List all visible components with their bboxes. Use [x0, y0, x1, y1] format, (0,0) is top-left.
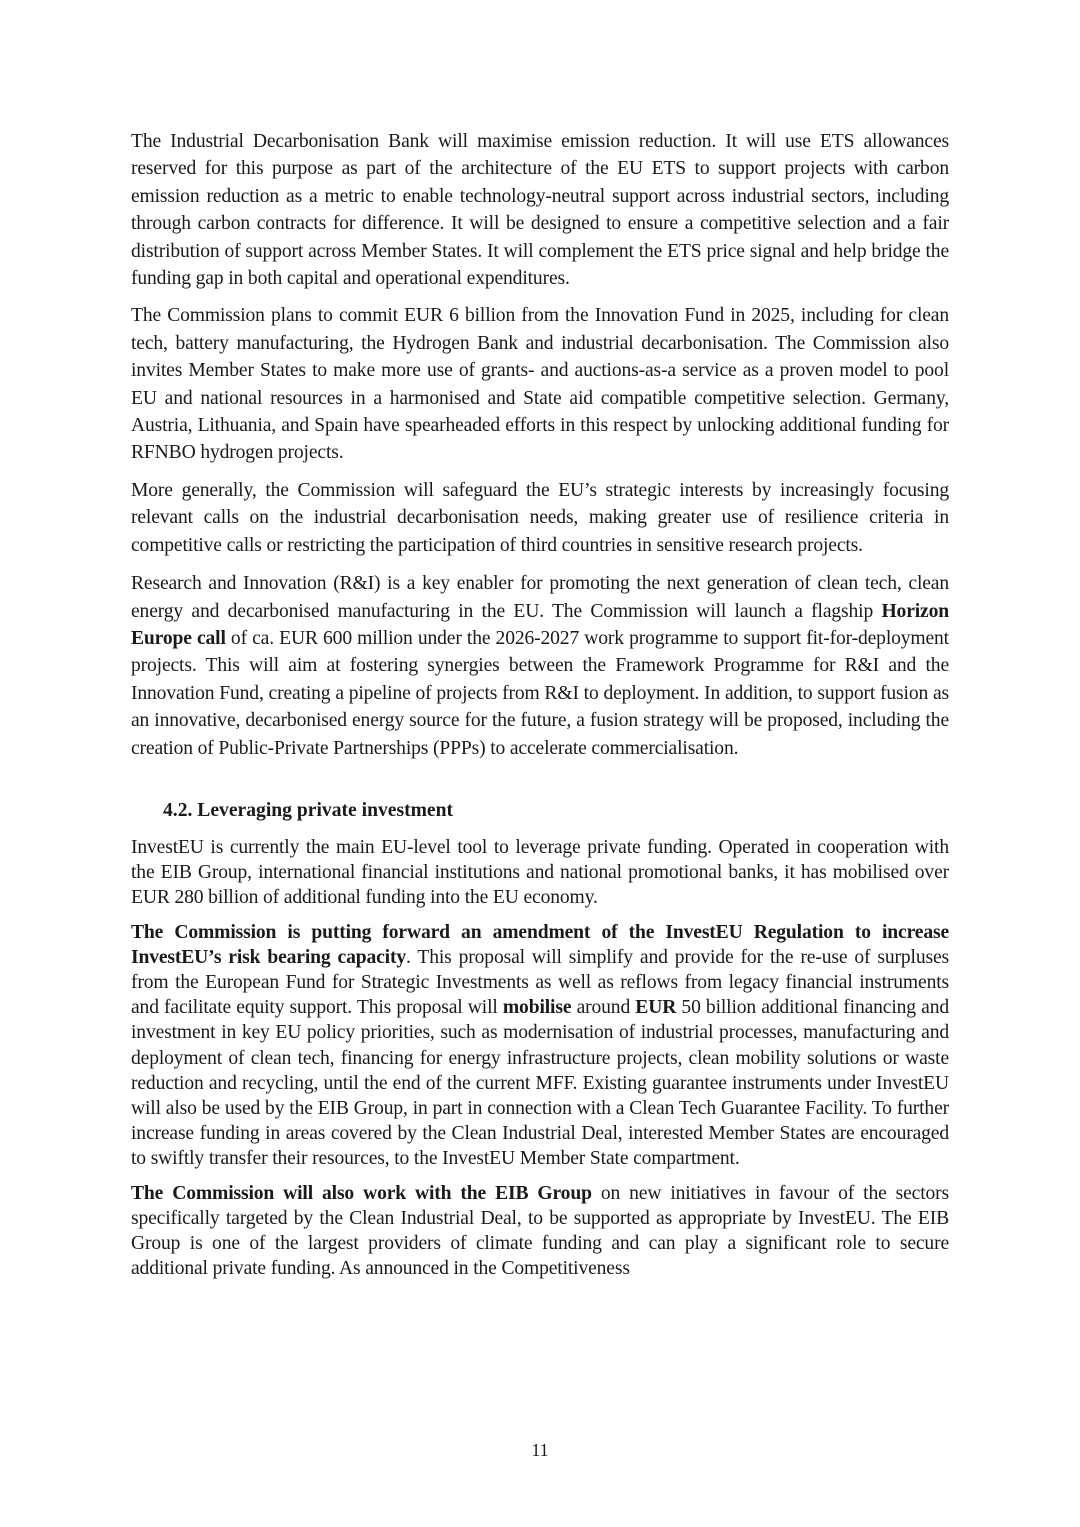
section-innovation-funding	[131, 128, 949, 762]
text-run: 50 billion additional financing and investment in key EU policy priorities, such as modernisation of industrial processes, manufacturing and deployment of clean tech, financing for energy infrastructure projects, clean mobility solutions or waste reduction and recycling, until the end of the current MFF. Existing guarantee instruments under InvestEU will also be used by the EIB Group, in part in connection with a Clean Tech Guarantee Facility. To further increase funding in areas covered by the Clean Industrial Deal, interested Member States are encouraged to swiftly transfer their resources, to the InvestEU Member State compartment.	[131, 997, 949, 1170]
section-heading: 4.2. Leveraging private investment	[163, 799, 454, 821]
text-run: Research and Innovation (R&I) is a key enabler for promoting the next generation of clean tech, clean energy and decarbonised manufacturing in the EU. The Commission will launch a flagship	[131, 573, 949, 622]
paragraph-research-innovation	[131, 570, 949, 762]
paragraph-innovation-fund: The Commission plans to commit EUR 6 billion from the Innovation Fund in 2025, including for clean tech, battery manufacturing, the Hydrogen Bank and industrial decarbonisation. The Commission also invites Member States to make more use of grants- and auctions-as-a service as a proven model to pool EU and national resources in a harmonised and State aid compatible competitive selection. Germany, Austria, Lithuania, and Spain have spearheaded efforts in this respect by unlocking additional funding for RFNBO hydrogen projects.	[131, 305, 949, 464]
page-number: 11	[531, 1440, 549, 1460]
paragraph-eib-group	[131, 1181, 949, 1282]
document-page	[131, 128, 949, 1281]
bold-text-mobilise: mobilise	[502, 997, 572, 1019]
section-private-investment	[131, 835, 949, 1281]
paragraph-investeu-overview: InvestEU is currently the main EU-level tool to leverage private funding. Operated in cooperation with the EIB Group, international financial institutions and national promotional banks, it has mobilised over EUR 280 billion of additional funding into the EU economy.	[131, 836, 949, 909]
paragraph-investeu-amendment	[131, 920, 949, 1172]
text-run: around	[571, 997, 636, 1019]
bold-text-eur: EUR	[635, 997, 677, 1019]
text-run: . This proposal will simplify and provide for the re-use of surpluses from the European Fund for Strategic Investments as well as reflows from legacy financial instruments and facilitate equity support. This proposal will	[131, 946, 949, 1019]
text-run: of ca. EUR 600 million under the 2026-2027 work programme to support fit-for-deployment projects. This will aim at fostering synergies between the Framework Programme for R&I and the Innovation Fund, creating a pipeline of projects from R&I to deployment. In addition, to support fusion as an innovative, decarbonised energy source for the future, a fusion strategy will be proposed, including the creation of Public-Private Partnerships (PPPs) to accelerate commercialisation.	[131, 627, 949, 759]
bold-text-horizon-europe-call: Horizon Europe call	[131, 600, 949, 649]
text-run: on new initiatives in favour of the sectors specifically targeted by the Clean Industrial Deal, to be supported as appropriate by InvestEU. The EIB Group is one of the largest providers of climate funding and can play a significant role to secure additional private funding. As announced in the Competitiveness	[131, 1182, 949, 1280]
bold-text-amendment: The Commission is putting forward an amendment of the InvestEU Regulation to increase InvestEU’s risk bearing capacity	[131, 921, 949, 968]
paragraph-industrial-decarbonisation-bank: The Industrial Decarbonisation Bank will maximise emission reduction. It will use ETS allowances reserved for this purpose as part of the architecture of the EU ETS to support projects with carbon emission reduction as a metric to enable technology-neutral support across industrial sectors, including through carbon contracts for difference. It will be designed to ensure a competitive selection and a fair distribution of support across Member States. It will complement the ETS price signal and help bridge the funding gap in both capital and operational expenditures.	[131, 131, 949, 290]
bold-text-eib-group: The Commission will also work with the EIB Group	[131, 1182, 592, 1204]
paragraph-strategic-interests: More generally, the Commission will safeguard the EU’s strategic interests by increasingly focusing relevant calls on the industrial decarbonisation needs, making greater use of resilience criteria in competitive calls or restricting the participation of third countries in sensitive research projects.	[131, 479, 949, 556]
